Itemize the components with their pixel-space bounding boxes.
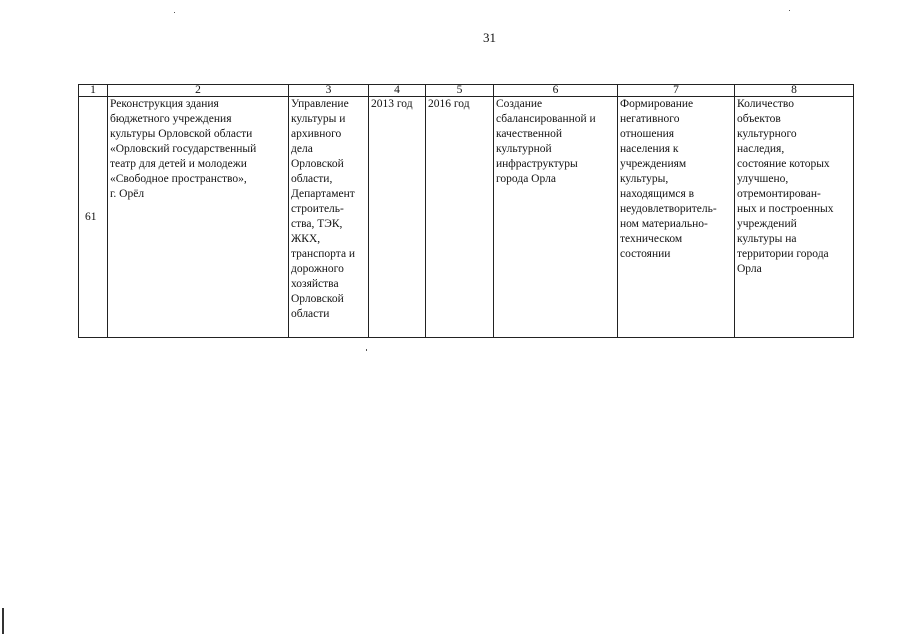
column-number-cell: 7 xyxy=(618,85,735,97)
column-number-cell: 6 xyxy=(494,85,618,97)
end-year-cell: 2016 год xyxy=(426,97,494,338)
scan-speck xyxy=(789,10,790,11)
goal-cell: Создание сбалансированной и качественной культурной инфраструктуры города Орла xyxy=(494,97,618,338)
scan-speck xyxy=(174,12,175,13)
row-number-cell: 61 xyxy=(79,97,108,338)
start-year-cell: 2013 год xyxy=(369,97,426,338)
indicator-cell: Количество объектов культурного наследия, состояние которых улучшено, отремонтирован- ных и построенных учреждений культуры на территории города Орла xyxy=(735,97,854,338)
column-number-cell: 1 xyxy=(79,85,108,97)
page-number: 31 xyxy=(483,30,496,45)
responsible-executor-cell: Управление культуры и архивного дела Орловской области, Департамент строитель- ства, ТЭК, ЖКХ, транспорта и дорожного хозяйства Орловской области xyxy=(289,97,369,338)
program-table xyxy=(78,84,854,338)
object-name-cell: Реконструкция здания бюджетного учреждения культуры Орловской области «Орловский государственный театр для детей и молодежи «Свободное пространство», г. Орёл xyxy=(108,97,289,338)
column-number-cell: 8 xyxy=(735,85,854,97)
scan-edge-mark xyxy=(2,608,4,634)
column-number-cell: 5 xyxy=(426,85,494,97)
column-number-cell: 4 xyxy=(369,85,426,97)
problem-cell: Формирование негативного отношения населения к учреждениям культуры, находящимся в неудовлетворитель- ном материально- техническом состоянии xyxy=(618,97,735,338)
table-row xyxy=(79,97,854,338)
column-number-cell: 3 xyxy=(289,85,369,97)
column-number-row xyxy=(79,85,854,97)
column-number-cell: 2 xyxy=(108,85,289,97)
scan-speck xyxy=(366,349,367,351)
